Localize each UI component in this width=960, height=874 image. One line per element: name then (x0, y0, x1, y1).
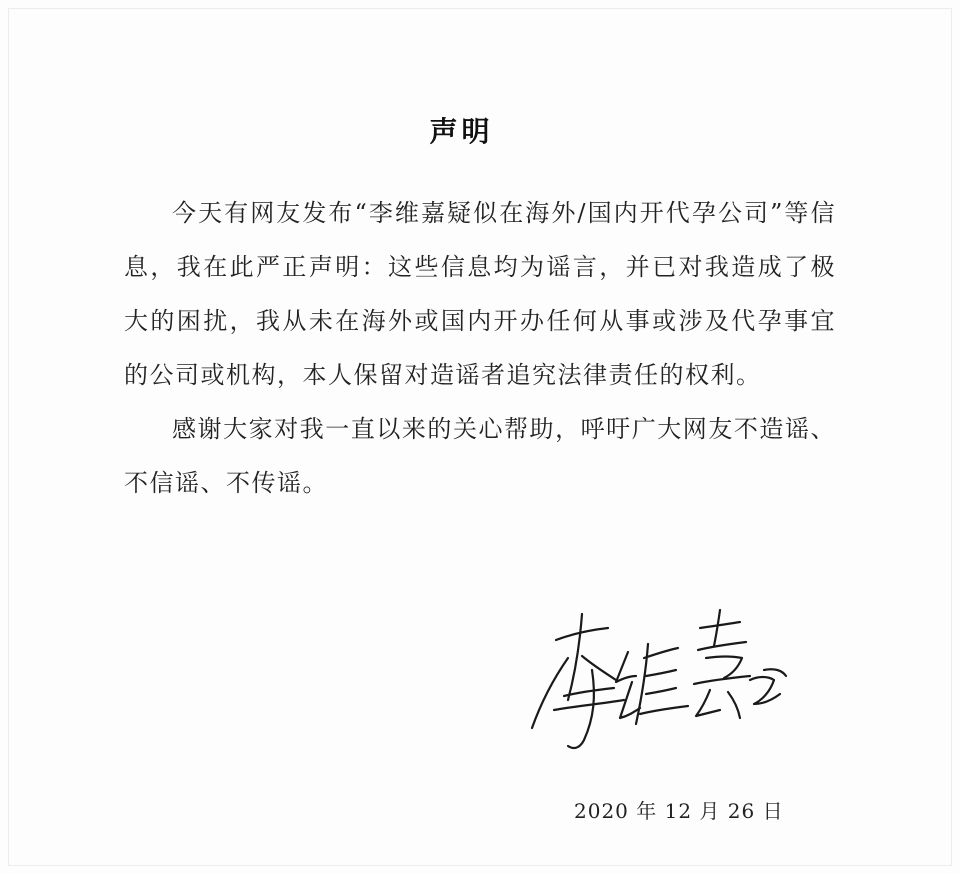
handwritten-signature (524, 600, 794, 760)
signature-stroke (750, 677, 780, 704)
signature-stroke (646, 670, 676, 676)
signature-stroke (694, 676, 750, 684)
signature-stroke (568, 614, 582, 700)
signature-stroke (698, 642, 746, 650)
signature-stroke (556, 628, 608, 640)
signature-stroke (646, 688, 676, 694)
statement-paragraph-1: 今天有网友发布“李维嘉疑似在海外/国内开代孕公司”等信息，我在此严正声明：这些信息均为谣言，并已对我造成了极大的困扰，我从未在海外或国内开办任何从事或涉及代孕事宜的公司或机构，本人保留对造谣者追究法律责任的权利。 (124, 199, 836, 389)
signature-stroke (616, 652, 636, 682)
signature-stroke (714, 610, 720, 646)
signature-stroke (582, 656, 616, 680)
signature-stroke (532, 658, 568, 728)
statement-title: 声明 (429, 115, 494, 148)
statement-body (124, 186, 836, 510)
signature-stroke (696, 690, 720, 716)
statement-date: 2020 年 12 月 26 日 (574, 799, 784, 823)
signature-stroke (554, 700, 624, 710)
signature-stroke (764, 669, 786, 676)
signature-stroke (644, 648, 678, 658)
signature-stroke (728, 692, 740, 718)
signature-stroke (706, 657, 742, 679)
signature-stroke (700, 622, 740, 628)
signature-stroke (640, 706, 688, 714)
statement-paragraph-2: 感谢大家对我一直以来的关心帮助，呼吁广大网友不造谣、不信谣、不传谣。 (124, 415, 836, 497)
